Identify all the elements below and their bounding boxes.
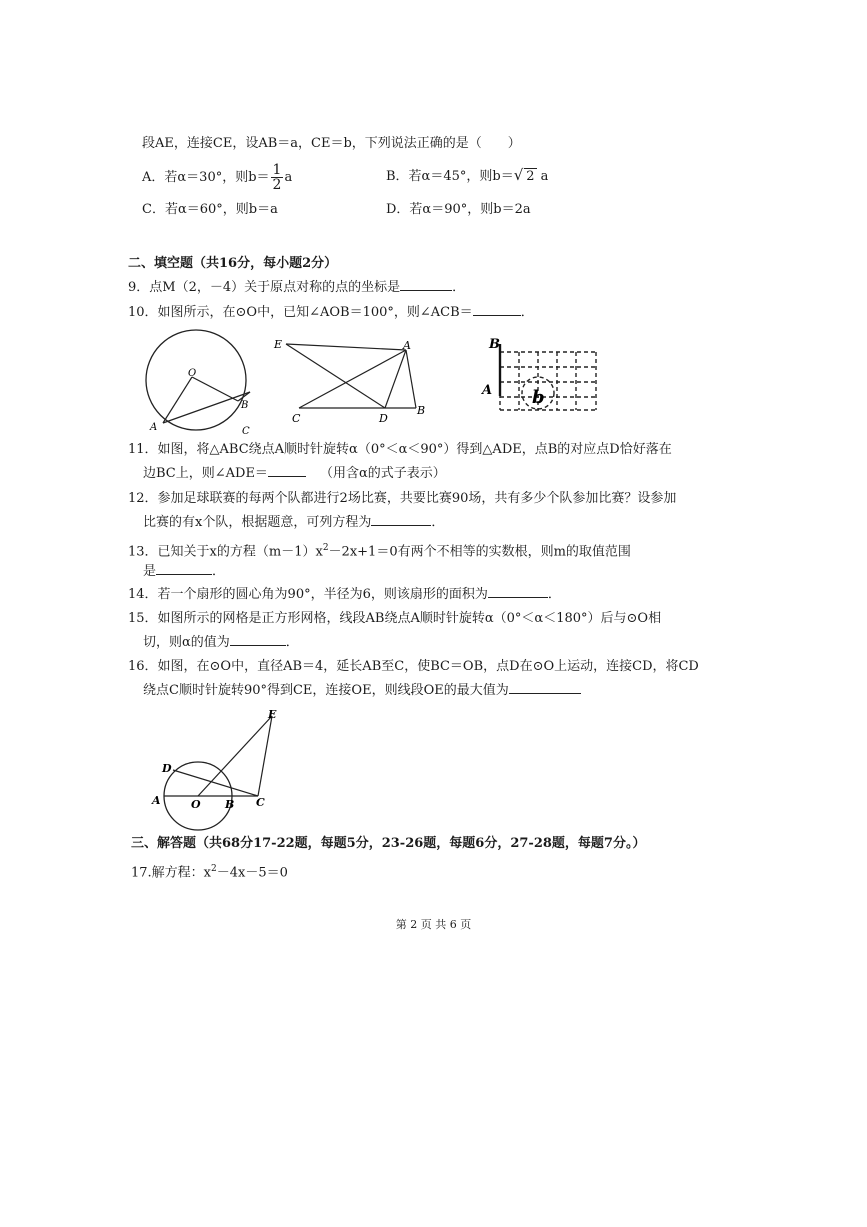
segment-ac: [163, 392, 250, 423]
q13-text: 是: [143, 564, 157, 579]
answer-blank: [488, 597, 548, 598]
label-a: A: [150, 422, 158, 433]
fraction: [271, 163, 284, 192]
q12-line-1: 12．参加足球联赛的每两个队都进行2场比赛，共要比赛90场，共有多少个队参加比赛？设参加: [128, 491, 677, 506]
label-d: D: [379, 412, 388, 425]
q13-prefix: 13．已知关于x的方程（m－1）x: [128, 544, 323, 560]
fraction-denominator: 2: [272, 177, 282, 193]
label-a: A: [403, 339, 411, 352]
answer-blank: [230, 645, 286, 646]
segment-oa: [163, 377, 192, 423]
q17: [131, 861, 288, 881]
answer-blank: [473, 315, 521, 316]
q16-line-1: 16．如图，在⊙O中，直径AB＝4，延长AB至C，使BC＝OB，点D在⊙O上运动，连接CD，将CD: [128, 659, 699, 674]
q8-option-b-suffix: a: [536, 169, 549, 184]
sqrt-icon: √: [513, 166, 524, 184]
q8-option-a-suffix: a: [284, 170, 293, 185]
figure-q10-circle: [140, 328, 260, 438]
label-a: A: [152, 794, 161, 807]
page-footer: 第 2 页 共 6 页: [395, 918, 472, 931]
answer-blank: [268, 476, 306, 477]
q15-end: ．: [285, 635, 299, 650]
q8-option-c: C．若α＝60°，则b＝a: [142, 202, 278, 217]
q13-end: ．: [212, 564, 226, 579]
section-3-heading: 三、解答题（共68分17-22题，每题5分，23-26题，每题6分，27-28题，每题7分。）: [131, 836, 646, 851]
sqrt-radicand: 2: [526, 169, 535, 184]
section-2-heading: 二、填空题（共16分，每小题2分）: [128, 256, 338, 271]
q13-line-2: [143, 564, 225, 580]
q9: [128, 280, 465, 296]
segment-ed: [286, 344, 385, 408]
q8-option-b: [386, 167, 548, 185]
q13-suffix: －2x+1＝0有两个不相等的实数根，则m的取值范围: [328, 544, 631, 560]
q15-line-1: 15．如图所示的网格是正方形网格，线段AB绕点A顺时针旋转α（0°＜α＜180°）后与⊙O相: [128, 611, 662, 626]
answer-blank: [509, 693, 581, 694]
figure-q15-grid: [480, 336, 600, 416]
q10-end: ．: [520, 305, 534, 320]
label-c: C: [292, 412, 301, 425]
q8-option-a: [142, 163, 292, 192]
q15-text: 切，则α的值为: [143, 635, 230, 650]
q11-line-1: 11．如图，将△ABC绕点A顺时针旋转α（0°＜α＜90°）得到△ADE，点B的对应点D恰好落在: [128, 442, 672, 457]
label-a: A: [482, 383, 493, 398]
label-e: E: [274, 338, 283, 351]
segment-ob: [192, 377, 238, 401]
q17-suffix: －4x－5＝0: [216, 865, 288, 881]
q11-line-2: [143, 466, 446, 482]
q17-prefix: 17.解方程：x: [131, 865, 212, 881]
fraction-numerator: 1: [272, 162, 282, 178]
q13-line-1: [128, 540, 631, 560]
label-e: E: [268, 708, 277, 721]
answer-blank: [156, 574, 212, 575]
exponent: 2: [322, 543, 329, 553]
q9-text: 9．点M（2，－4）关于原点对称的点的坐标是: [128, 280, 401, 295]
q14-end: ．: [547, 587, 561, 602]
q12-text: 比赛的有x个队，根据题意，可列方程为: [143, 515, 372, 530]
exponent: 2: [211, 864, 217, 874]
label-b: B: [417, 404, 426, 417]
answer-blank: [400, 290, 452, 291]
label-o: O: [188, 368, 197, 379]
circle-o: [146, 330, 249, 430]
segment-ac: [299, 350, 406, 408]
q11-suffix: （用含α的式子表示）: [319, 466, 446, 481]
label-o: b: [532, 387, 545, 408]
q10-text: 10．如图所示，在⊙O中，已知∠AOB＝100°，则∠ACB＝: [128, 305, 473, 320]
q15-line-2: [143, 635, 299, 651]
q14: [128, 587, 561, 603]
segment-ea: [286, 344, 406, 350]
q12-end: ．: [431, 515, 445, 530]
segment-dc: [173, 770, 258, 796]
figure-q11-triangles: [272, 336, 442, 426]
q8-stem: 段AE，连接CE，设AB＝a，CE＝b，下列说法正确的是（ ）: [142, 136, 521, 151]
segment-ab: [406, 350, 416, 408]
label-b: B: [489, 337, 500, 352]
label-o: O: [191, 798, 201, 811]
figure-q16: [150, 704, 290, 814]
q8-option-a-prefix: A．若α＝30°，则b＝: [142, 170, 270, 185]
label-c: C: [242, 426, 250, 437]
q16-line-2: [143, 683, 581, 699]
label-d: D: [162, 762, 172, 775]
label-b: B: [241, 400, 249, 411]
q9-end: ．: [452, 280, 466, 295]
q14-text: 14．若一个扇形的圆心角为90°，半径为6，则该扇形的面积为: [128, 587, 488, 602]
q16-text: 绕点C顺时针旋转90°得到CE，连接OE，则线段OE的最大值为: [143, 683, 509, 698]
label-b: B: [225, 798, 235, 811]
q8-option-d: D．若α＝90°，则b＝2a: [386, 202, 531, 217]
segment-ad: [385, 350, 406, 408]
q8-option-b-prefix: B．若α＝45°，则b＝: [386, 169, 514, 184]
answer-blank: [371, 525, 431, 526]
q12-line-2: [143, 515, 444, 531]
q11-prefix: 边BC上，则∠ADE＝: [143, 466, 268, 481]
segment-oe: [198, 716, 272, 796]
label-c: C: [256, 796, 265, 809]
q10: [128, 305, 534, 321]
